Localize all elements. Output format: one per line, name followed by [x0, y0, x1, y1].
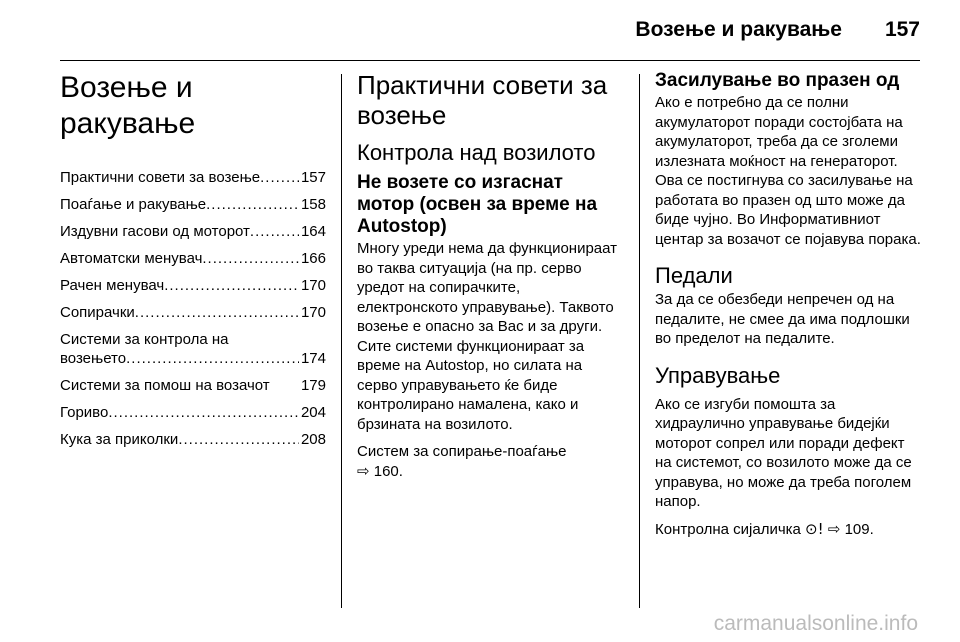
running-title: Возење и ракување — [635, 18, 842, 41]
steering-heading: Управување — [655, 362, 781, 388]
toc-leader — [260, 168, 299, 187]
table-of-contents — [60, 168, 326, 449]
pedals-heading: Педали — [655, 263, 733, 288]
page-reference-arrow-icon: ⇨ — [357, 461, 370, 480]
toc-page: 170 — [300, 304, 326, 321]
toc-item[interactable] — [60, 168, 326, 187]
watermark: carmanualsonline.info — [713, 612, 918, 635]
section-column-right — [655, 70, 925, 547]
toc-page: 170 — [300, 277, 326, 294]
toc-label: Гориво — [60, 404, 109, 421]
section-subtitle: Контрола над возилото — [357, 140, 596, 165]
toc-label: Кука за приколки — [60, 431, 179, 448]
toc-page: 158 — [300, 196, 326, 213]
column-divider-1 — [341, 74, 342, 608]
toc-item[interactable] — [60, 330, 326, 368]
toc-leader — [108, 403, 299, 422]
toc-leader — [202, 249, 299, 268]
section-column — [357, 70, 623, 489]
toc-item[interactable] — [60, 276, 326, 295]
engine-off-body: Многу уреди нема да функционираат во таква ситуација (на пр. серво уредот на сопирачките, електронското управување). Таквото возење е опасно за Вас и за други. Сите системи функционираат за време на Autostop, но силата на серво управувањето ќе биде контролирано намалена, како и брзината на возилото. — [357, 240, 618, 433]
reference-text: Контролна сијаличка — [655, 520, 801, 538]
reference-page[interactable]: 109. — [844, 520, 874, 538]
toc-item[interactable] — [60, 249, 326, 268]
toc-column — [60, 70, 326, 457]
toc-item[interactable] — [60, 403, 326, 422]
toc-label: Практични совети за возење — [60, 169, 261, 186]
toc-label: Системи за помош на возачот — [60, 377, 270, 394]
toc-item[interactable] — [60, 222, 326, 241]
toc-leader — [250, 222, 299, 241]
header-rule — [60, 60, 920, 61]
toc-label: Издувни гасови од моторот — [60, 223, 250, 240]
chapter-title: Возење и ракување — [60, 71, 196, 140]
toc-leader — [164, 276, 299, 295]
reference-page[interactable]: 160. — [373, 462, 403, 480]
toc-item[interactable] — [60, 303, 326, 322]
toc-label: Сопирачки — [60, 304, 135, 321]
toc-page: 164 — [300, 223, 326, 240]
toc-leader — [135, 303, 299, 322]
toc-label: Автоматски менувач — [60, 250, 203, 267]
idling-body: Ако е потребно да се полни акумулаторот поради состојбата на акумулаторот, треба да се зголеми излезната моќност на генераторот. Ова се постигнува со засилување на работата во празен од што може да биде чујно. Во Информативниот центар за возачот се појавува порака. — [655, 94, 921, 248]
page-number: 157 — [884, 18, 920, 41]
power-steering-warning-icon: ⊙! — [805, 519, 824, 538]
toc-label: Поаѓање и ракување — [60, 196, 207, 213]
toc-label: Системи за контрола на — [60, 331, 229, 348]
toc-label: Рачен менувач — [60, 277, 165, 294]
toc-leader — [206, 195, 299, 214]
toc-item[interactable] — [60, 376, 326, 395]
toc-item[interactable] — [60, 195, 326, 214]
steering-reference — [655, 520, 925, 540]
idling-heading: Засилување во празен од — [655, 70, 900, 91]
toc-item[interactable] — [60, 430, 326, 449]
steering-body: Ако се изгуби помошта за хидраулично управување бидејќи моторот сопрел или поради дефект на системот, со возилото може да се управува, но може да треба поголем напор. — [655, 395, 912, 510]
toc-page: 179 — [300, 377, 326, 394]
page-header — [0, 0, 960, 60]
reference-text: Систем за сопирање-поаѓање — [357, 443, 567, 460]
toc-page: 204 — [300, 404, 326, 421]
page-reference-arrow-icon: ⇨ — [827, 519, 841, 538]
toc-leader — [126, 349, 299, 368]
toc-page: 174 — [300, 350, 326, 367]
engine-off-heading: Не возете со изгаснат мотор (освен за време на Autostop) — [357, 172, 598, 237]
engine-off-reference — [357, 442, 623, 481]
column-divider-2 — [639, 74, 640, 608]
toc-page: 208 — [300, 431, 326, 448]
toc-leader — [178, 430, 299, 449]
pedals-body: За да се обезбеди непречен од на педалите, не смее да има подлошки во пределот на педалите. — [655, 291, 910, 347]
toc-page: 166 — [300, 250, 326, 267]
toc-page: 157 — [300, 169, 326, 186]
section-title: Практични совети за возење — [357, 70, 608, 130]
toc-label: возењето — [60, 350, 127, 367]
